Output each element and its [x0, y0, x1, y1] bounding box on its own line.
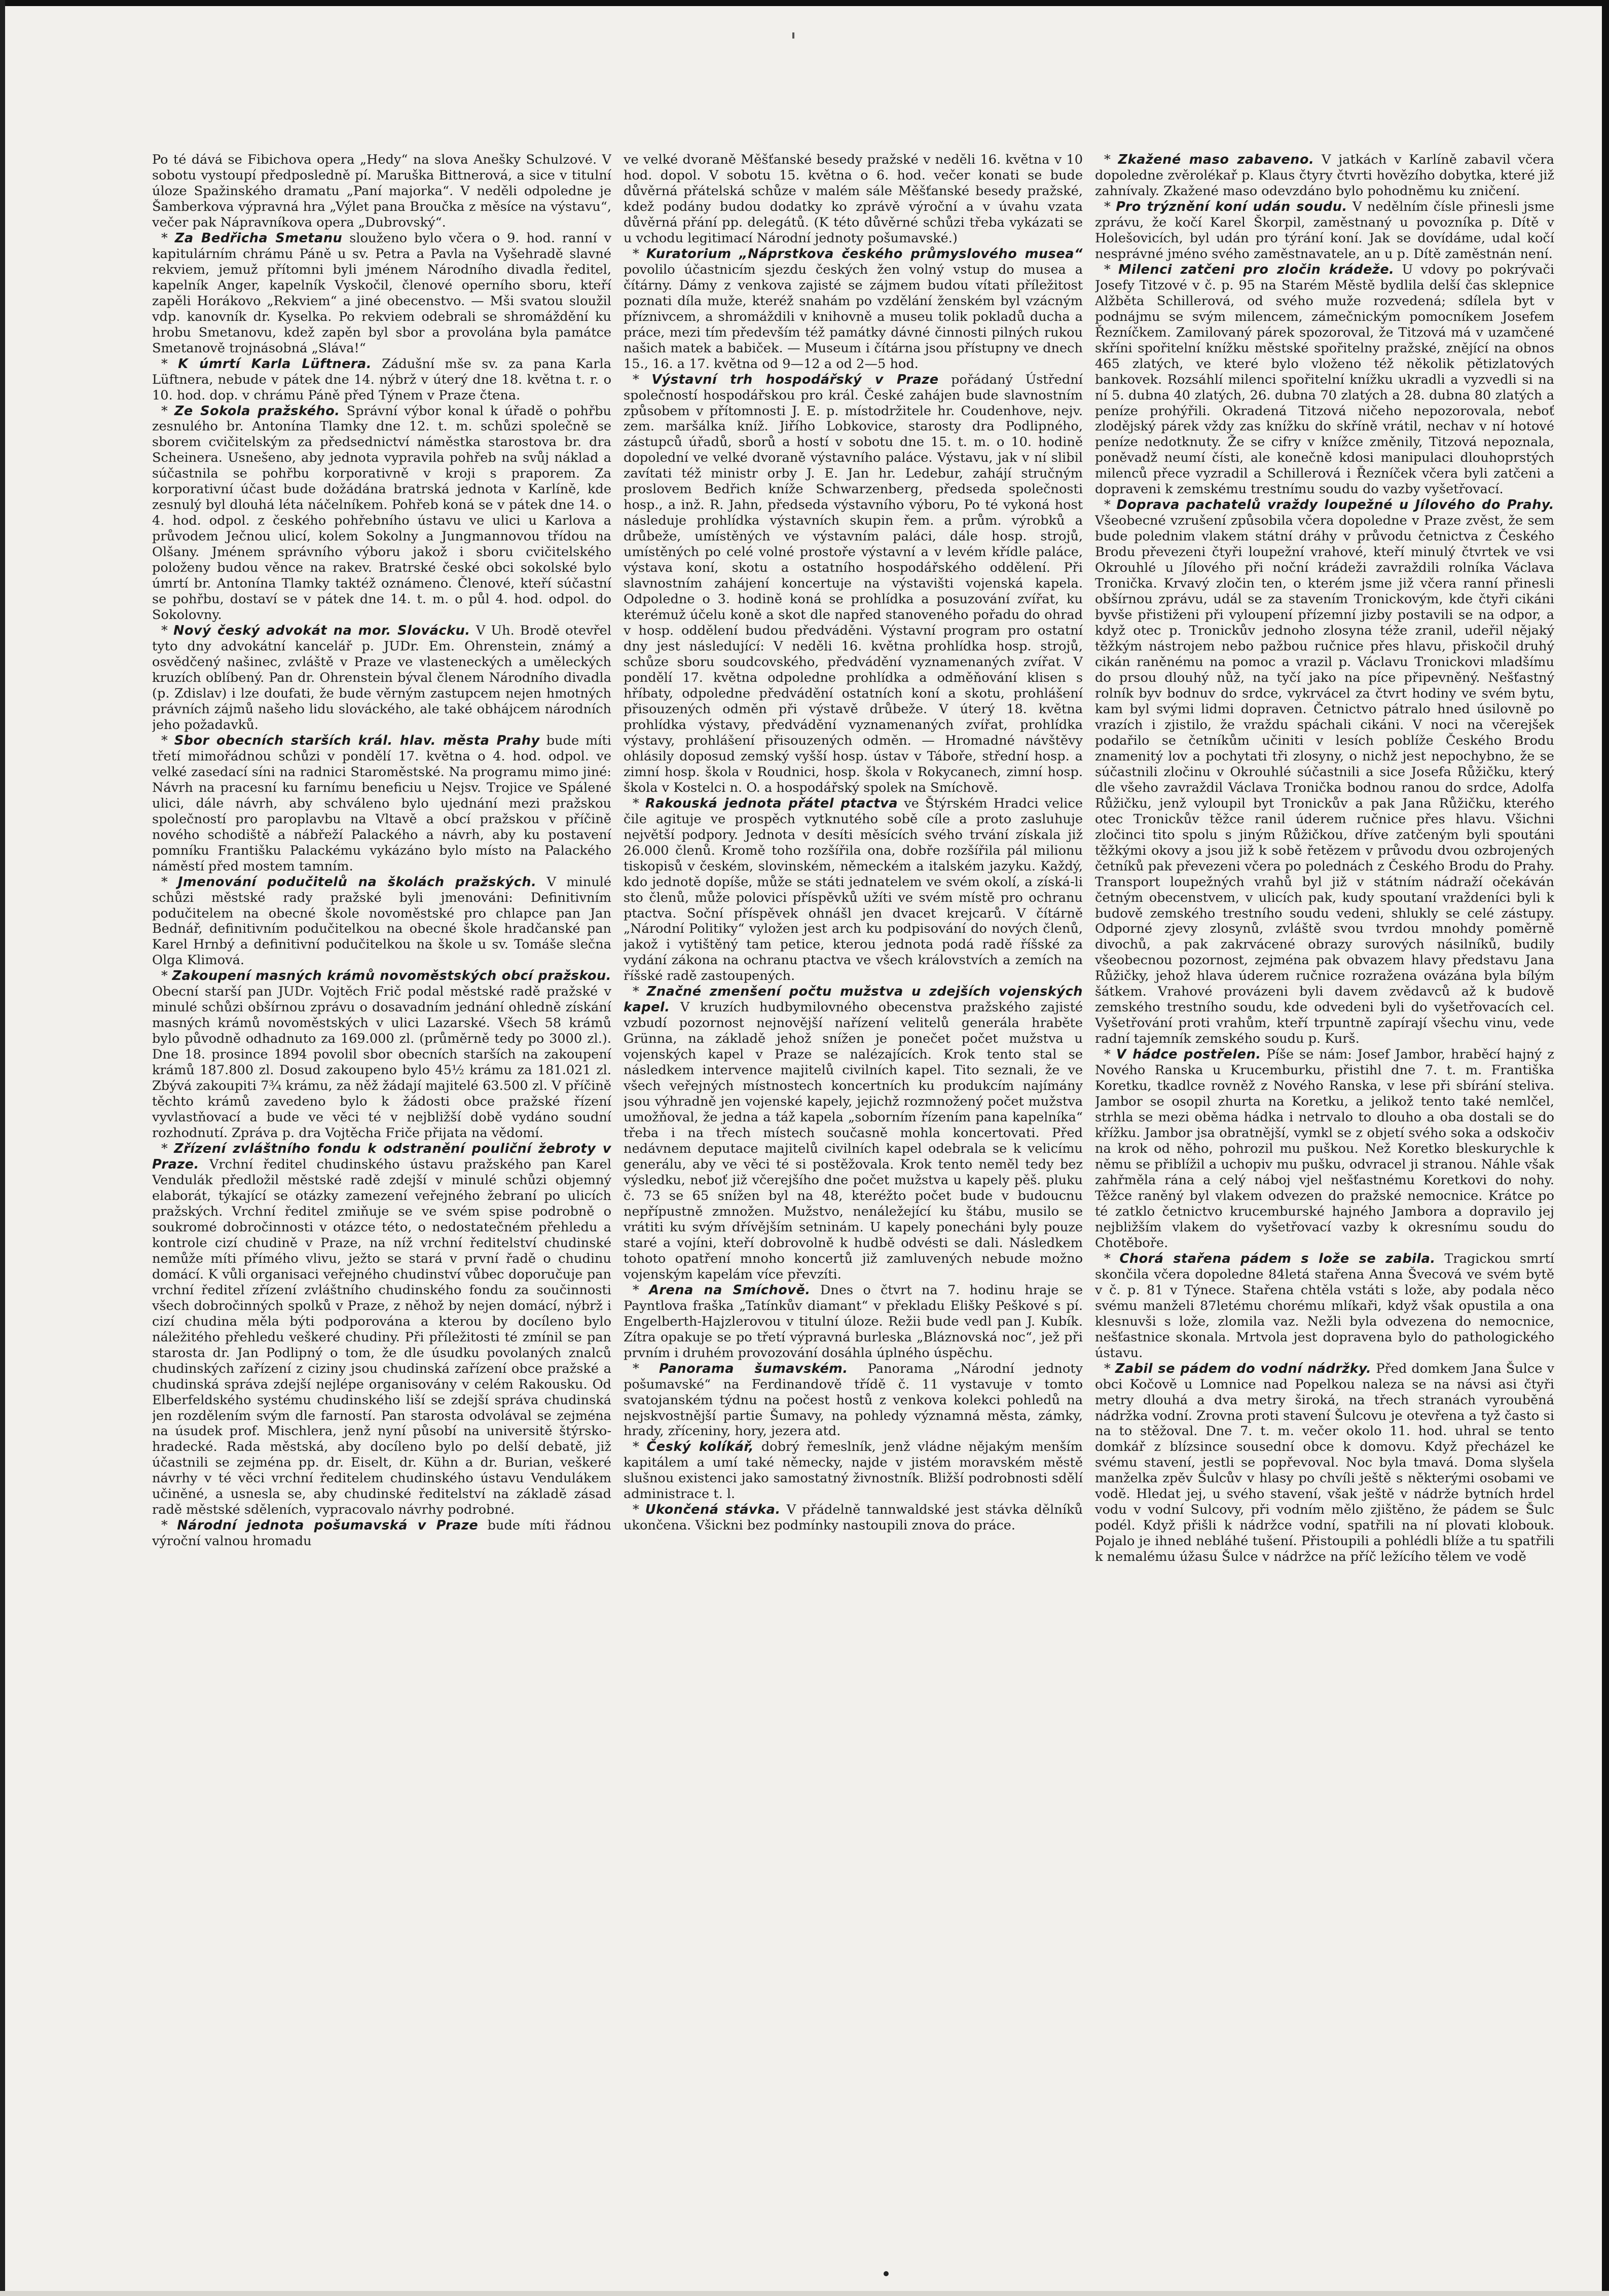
article-marker: * — [161, 230, 175, 246]
article — [624, 796, 1083, 985]
article-heading: Ze Sokola pražského. — [174, 403, 340, 419]
article-heading: Český kolíkář, — [646, 1439, 754, 1455]
article-body: Všeobecné vzrušení způsobila včera dopoledne v Praze zvěst, že sem bude polednim vlakem státní dráhy v průvodu četnictva z Českého Brodu převezeni čtyři loupežní vrahové, kteří minulý čtvrtek ve vsi Okrouhlé u Jílového při noční krádeži zavraždili rolníka Václava Tronička. Krvavý zločin ten, o kterém jsme již včera ranní přinesli obšírnou zprávu, udál se za stavením Tronickovým, kde čtyři cikáni byvše přistiženi při vyloupení přízemní jizby postavili se na odpor, a když otec p. Tronickův jednoho zlosyna téže zranil, udeřil nějaký těžkým nástrojem nebo pažbou ručnice přes hlavu, přiskočil druhý cikán raněnému na pomoc a vrazil p. Václavu Tronickovi mladšímu do prsou dlouhý nůž, na tyčí jako na píce připevněný. Nešťastný rolník byv bodnuv do srdce, vykrvácel za čtvrt hodiny ve svém bytu, kam byl svými lidmi dopraven. Četnictvo pátralo hned úsilovně po vrazích i zjistilo, že vraždu spáchali cikáni. V noci na včerejšek podařilo se četníkům učiniti v lesích poblíže Českého Brodu znamenitý lov a pochytati tři zlosyny, o nichž jest nepochybno, že se súčastnili zločinu v Okrouhlé súčastnili a sice Josefa Růžičku, který dle všeho zavraždil Václava Tronička bodnou ranou do srdce, Adolfa Růžičku, jenž vyloupil byt Tronickův a pak Jana Růžičku, kterého otec Tronickův těžce ranil úderem ručnice přes hlavu. Všichni zločinci tito spolu s jiným Růžičkou, dříve zatčeným byli spoutáni těžkými okovy a jsou již k sobě řetězem v průvodu dvou ozbrojených četníků pak převezeni včera po polednách z Českého Brodu do Prahy. Transport loupežných vrahů byl již v státním nádraží očekáván četným obecenstvem, v ulicích pak, kudy spoutaní vraždeníci byli k budově zemského trestního soudu vedeni, shlukly se celé zástupy. Odporné zjevy zlosynů, zvláště svou tvrdou mnohdy poměrně divochů, a pak zakrvácené obrazy surových násilníků, budily všeobecnou pozornost, zejména pak obvazem hlavy představu Jana Růžičky, jehož hlava úderem ručnice rozražena ovázána byla bílým šátkem. Vrahové provázeni byli davem zvědavců až k budově zemského trestního soudu, kde odvedeni byli do vyšetřovacích cel. Vyšetřování proti vrahům, kteří trpuntně zapírají všechu vinu, vede radní tajemník zemského soudu p. Kurš. — [1095, 513, 1554, 1047]
scan-mark — [792, 32, 794, 39]
article-body: pořádaný Ústřední společností hospodářskou pro král. České zahájen bude slavnostním způsobem v přítomnosti J. E. p. místodržitele hr. Coudenhove, nejv. zem. maršálka kníž. Jiřího Lobkovice, starosty dra Podlipného, zástupců úřadů, sborů a hostí v sobotu dne 15. t. m. o 10. hodině dopolední ve velké dvoraně výstavního paláce. Výstavu, jak v ní slibil zavítati též ministr orby J. E. Jan hr. Ledebur, zahájí stručným proslovem Bedřich kníže Schwarzenberg, předseda společnosti hosp., a inž. R. Jahn, předseda výstavního výboru, Po té vykoná host následuje prohlídka výstavních skupin řem. a prům. výrobků a drůbeže, umístěných ve výstavním paláci, dále hosp. strojů, umístěných po celé volné prostoře výstavní a v levém křídle paláce, výstava koní, skotu a ostatního hospodářského oddělení. Při slavnostním zahájení koncertuje na výstavišti vojenská kapela. Odpoledne o 3. hodině koná se prohlídka a posuzování zvířat, ku kterémuž účelu koně a skot dle napřed stanoveného pořadu do ohrad v hosp. oddělení budou předváděni. Výstavní program pro ostatní dny jest následující: V neděli 16. května prohlídka hosp. strojů, schůze sboru soudcovského, předvádění vyznamenaných zvířat. V pondělí 17. května odpoledne prohlídka a odměňování klisen s hříbaty, odpoledne předvádění ostatních koní a skotu, prohlášení přisouzených odměn při výstavě drůbeže. V úterý 18. května prohlídka výstavy, předvádění vyznamenaných zvířat, prohlídka výstavy, prohlášení přisouzených odměn. — Hromadné návštěvy ohlásily doposud zemský vyšší hosp. ústav v Táboře, střední hosp. a zimní hosp. škola v Roudnici, hosp. škola v Rokycanech, zimní hosp. škola v Kostelci n. O. a hospodářský spolek na Smíchově. — [624, 372, 1083, 795]
article-marker: * — [1104, 199, 1116, 214]
article-heading: Arena na Smíchově. — [649, 1282, 811, 1298]
article-marker: * — [161, 733, 174, 748]
article-marker: * — [161, 403, 174, 419]
article-marker: * — [161, 623, 174, 639]
article-marker: * — [161, 874, 178, 890]
scan-border-bottom — [0, 2291, 1609, 2296]
article — [624, 1439, 1083, 1502]
article-body: V minulé schůzi městské rady pražské byli jmenováni: Definitivním podučitelem na obecné škole novoměstské pro chlapce pan Jan Bednář, definitivním podučitelkou na obecné škole hradčanské pan Karel Hrnbý a definitivní podučitelkou na škole u sv. Tomáše slečna Olga Klimová. — [152, 874, 611, 968]
article-heading: Kuratorium „Náprstkova českého průmyslového musea“ — [646, 246, 1083, 262]
article-body: dobrý řemeslník, jenž vládne nějakým menším kapitálem a umí také německy, najde v jistém moravském městě slušnou existenci jako samostatný živnostník. Bližší podrobnosti sdělí administrace t. l. — [624, 1439, 1083, 1502]
column-left — [152, 152, 611, 2175]
article — [624, 246, 1083, 372]
article-body: Správní výbor konal k úřadě o pohřbu zesnulého br. Antonína Tlamky dne 12. t. m. schůzi společně se sborem cvičitelským za předsednictví náměstka starostova br. dra Scheinera. Usnešeno, aby jednota vypravila pohřeb na svůj náklad a súčastnila se pohřbu korporativně v kroji s praporem. Za korporativní účast bude dožádána bratrská jednota v Karlíně, kde zesnulý byl dlouhá léta náčelníkem. Pohřeb koná se v pátek dne 14. o 4. hod. odpol. z českého pohřebního ústavu ve ulici u Karlova a průvodem Ječnou ulicí, kolem Sokolny a Jungmannovou třídou na Olšany. Jménem správního výboru jakož i sboru cvičitelského položeny budou věnce na rakev. Bratrské české obci sokolské bylo úmrtí br. Antonína Tlamky taktéž oznámeno. Členové, kteří súčastní se pohřbu, dostaví se v pátek dne 14. t. m. o půl 4. hod. odpol. do Sokolovny. — [152, 403, 611, 623]
article-heading: Výstavní trh hospodářský v Praze — [651, 372, 939, 387]
article-marker: * — [161, 356, 178, 372]
article-heading: Doprava pachatelů vraždy loupežné u Jílového do Prahy. — [1116, 497, 1554, 513]
article-body: Tragickou smrtí skončila včera dopoledne 84letá stařena Anna Švecová ve svém bytě v č. p. 81 v Týnece. Stařena chtěla vstáti s lože, aby podala něco svému manželi 87letému chorému mlíkaři, když však opustila a ona klesnuvši s lože, zlomila vaz. Nežli byla odvezena do nemocnice, nešťastnice skonala. Mrtvola jest dopravena bylo do pathologického ústavu. — [1095, 1251, 1554, 1361]
article-marker: * — [633, 795, 645, 811]
article-heading: Zkažené maso zabaveno. — [1118, 152, 1314, 167]
article — [1095, 1047, 1554, 1251]
article-heading: Rakouská jednota přátel ptactva — [645, 795, 898, 811]
article — [152, 1141, 611, 1518]
article-marker: * — [1104, 1361, 1115, 1376]
article-marker: * — [633, 1502, 645, 1518]
article — [624, 1502, 1083, 1534]
article — [624, 984, 1083, 1282]
article-marker: * — [633, 246, 646, 262]
article-marker: * — [1104, 262, 1119, 277]
article-heading: Zakoupení masných krámů novoměstských obcí pražskou. — [172, 968, 611, 984]
article — [152, 623, 611, 733]
article-heading: Milenci zatčeni pro zločin krádeže. — [1118, 262, 1395, 277]
article-heading: V hádce postřelen. — [1116, 1047, 1261, 1063]
article — [1095, 262, 1554, 498]
article-body: Vrchní ředitel chudinského ústavu pražského pan Karel Vendulák předložil městské radě zdejší v minulé schůzi objemný elaborát, týkající se otázky zamezení veřejného žebraní po ulicích pražských. Vrchní ředitel zmiňuje se ve svém spise podrobně o soukromé dobročinnosti v otázce této, o nedostatečném přehledu a kontrole cizí chudině v Praze, na níž vrchní ředitelství chudinské nemůže míti přímého vlivu, ježto se stará v první řadě o chudinu domácí. K vůli organisaci veřejného chudinství vůbec doporučuje pan vrchní ředitel zřízení zvláštního chudinského fondu za součinnosti všech dobročinných spolků v Praze, z něhož by nejen domácí, nýbrž i cizí chudina měla býti podporována a kterou by docíleno bylo náležitého přehledu veškeré chudiny. Při příležitosti té zmínil se pan starosta dr. Jan Podlipný o tom, že dle úsudku povolaných znalců chudinských zařízení z ciziny jsou chudinská zařízení obce pražské a chudinská správa zdejší nejlépe organisovány v celém Rakousku. Od Elberfeldského systému chudinského liší se zdejší správa chudinská jen rozdělením svým dle farností. Pan starosta odvolával se zejména na úsudek prof. Mischlera, jenž nyní působí na universitě štýrsko-hradecké. Rada městská, aby docíleno bylo po delší debatě, již účastnili se zejména pp. dr. Eiselt, dr. Kühn a dr. Burian, veškeré návrhy v té věci vrchní ředitelem chudinského ústavu Vendulákem učiněné, a usnesla se, aby chudinské ředitelství na základě zásad radě městské sděleních, vypracovalo návrhy podrobné. — [152, 1157, 611, 1518]
article-heading: Jmenování podučitelů na školách pražských. — [178, 874, 537, 890]
article — [624, 372, 1083, 796]
article-heading: Zřízení zvláštního fondu k odstranění pouliční žebroty v Praze. — [152, 1141, 611, 1172]
article — [152, 231, 611, 356]
article — [624, 1283, 1083, 1361]
article — [1095, 497, 1554, 1047]
article-heading: Sbor obecních starších král. hlav. města Prahy — [174, 733, 540, 748]
article — [1095, 1251, 1554, 1361]
article-marker: * — [1104, 152, 1118, 167]
article-body: V Uh. Brodě otevřel tyto dny advokátní kancelář p. JUDr. Em. Ohrenstein, známý a osvědčený našinec, zvláště v Praze ve vlasteneckých a uměleckých kruzích oblíbený. Pan dr. Ohrenstein býval členem Národního divadla (p. Zdislav) i lze doufati, že bude věrným zastupcem nejen hmotných právních zájmů našeho lidu slováckého, ale také obhájcem národních jeho požadavků. — [152, 623, 611, 733]
article — [152, 968, 611, 1141]
article-body: Dnes o čtvrt na 7. hodinu hraje se Payntlova fraška „Tatínkův diamant“ v překladu Elišky Peškové s pí. Engelberth-Hajzlerovou v titulní úloze. Režii bude vedl pan J. Kubík. Zítra opakuje se po třetí výpravná burleska „Bláznovská noc“, jež při prvním i druhém provozování dosáhla úplného úspěchu. — [624, 1282, 1083, 1361]
article-body: Před domkem Jana Šulce v obci Kočově u Lomnice nad Popelkou naleza se na návsi asi čtyři metry dlouhá a dva metry široká, na třech stranách vyrouběná nádržka vodní. Zrovna proti stavení Šulcovu je otevřena a tyž často si na to stěžoval. Dne 7. t. m. večer okolo 11. hod. uhral se tento domkář z blízsince sousední obce k domovu. Když přecházel ke svému stavení, jestli se popřevoval. Noc byla tmavá. Doma slyšela manželka zpěv Šulcův v hlasy po chvíli ještě s některými osobami ve vodě. Hledat jej, u svého stavení, však ještě v nádrže bytních hrdel vodu v vodní Sulcovy, při vodním mělo zjištěno, že pádem se Šulc podél. Když přišli k nádržce vodní, spatřili na ní plovati klobouk. Pojalo je ihned nebláhé tušení. Přistoupili a pohlédli blíže a tu spatřili k nemalému úžasu Šulce v nádržce na příč ležícího tělem ve vodě — [1095, 1361, 1554, 1565]
article-body: Píše se nám: Josef Jambor, hraběcí hajný z Nového Ranska u Krucemburku, přistihl dne 7. t. m. Františka Koretku, tkadlce rovněž z Nového Ranska, v lese při sbírání steliva. Jambor se osopil zhurta na Koretku, a jelikož tento také nemlčel, strhla se mezi oběma hádka i netrvalo to dlouho a oba dostali se do křížku. Jambor jsa obratnější, vymkl se z objetí svého soka a odskočiv na krok od něho, pohrozil mu puškou. Než Koretko bleskurychle k němu se přiblížil a uchopiv mu pušku, odvracel ji stranou. Náhle však zahřměla rána a celý náboj vjel nešťastnému Koretkovi do nohy. Těžce raněný byl vlakem odvezen do pražské nemocnice. Krátce po té zatklo četnictvo krucemburské hajného Jambora a dopravilo jej nejbližším vlakem do vyšetřovací vazby k okresnímu soudu do Chotěboře. — [1095, 1047, 1554, 1251]
article-marker: * — [1104, 1251, 1120, 1266]
text-columns — [152, 152, 1554, 2175]
article-body: U vdovy po pokrývači Josefy Titzové v č. p. 95 na Starém Městě bydlila delší čas sklepnice Alžběta Schillerová, od svého muže rozvedená; sdílela byt v podnájmu se svým milencem, zámečnickým pomocníkem Josefem Řezníčkem. Zamilovaný párek spozoroval, že Titzová má v uzamčené skříni spořitelní knížku městské spořitelny pražské, znějící na obnos 465 zlatých, ve které bylo vloženo též několik pětizlatových bankovek. Rozsáhlí milenci spořitelní knížku ukradli a vyzvedli si na ní 5. dubna 40 zlatých, 26. dubna 70 zlatých a 28. dubna 80 zlatých a peníze prohýřili. Okradená Titzová ničeho nepozorovala, neboť zlodějský párek vždy zas knížku do skříně vrátil, nechav v ní hotové peníze nedotknuty. Že se cifry v knížce změnily, Titzová nepoznala, poněvadž neumí čísti, ale konečně kdosi manipulaci dlouhoprstých milenců přece vyzradil a Schillerová i Řezníček včera byli zatčeni a dopraveni k zemskému trestnímu soudu do vazby vyšetřovací. — [1095, 262, 1554, 497]
article — [152, 152, 611, 231]
article — [152, 356, 611, 404]
article — [624, 152, 1083, 246]
article-body: V jatkách v Karlíně zabavil včera dopoledne zvěrolékař p. Klaus čtyry čtvrti hovězího dobytka, které již zahnívaly. Zkažené maso odevzdáno bylo pohodněmu ku zničení. — [1095, 152, 1554, 199]
scan-border-right — [1602, 0, 1609, 2296]
scan-border-top — [0, 0, 1609, 6]
article-body: ve velké dvoraně Měšťanské besedy pražské v neděli 16. května v 10 hod. dopol. V sobotu 15. května o 6. hod. večer konati se bude důvěrná přátelská schůze v malém sále Měšťanské besedy pražské, kdež podány budou dodatky ko zprávě výroční a v úvahu vzata důvěrná přání pp. delegátů. (K této důvěrné schůzi třeba vykázati se u vchodu legitimací Národní jednoty pošumavské.) — [624, 152, 1083, 246]
article-heading: Značné zmenšení počtu mužstva u zdejších vojenských kapel. — [624, 984, 1083, 1015]
column-right — [1095, 152, 1554, 2175]
article-body: ve Štýrském Hradci velice čile agituje ve prospěch vytknutého sobě cíle a proto zasluhuje největší podpory. Jednota v desíti měsících svého trvání získala již 26.000 členů. Kromě toho rozšířila ona, dobře rozšířila pál milionu tiskopisů v českém, slovinském, německém a italském jazyku. Každý, kdo jednotě dopíše, může se státi jednatelem ve svém okolí, a získá-li sto členů, může polovici příspěvků užíti ve svém místě pro ochranu ptactva. Soční příspěvek ohnášl jen dvacet krejcarů. V čítárně „Národní Politiky“ vyložen jest arch ku podpisování do nových členů, jakož i vytištěný tam petice, kterou jednota podá radě říšské za vydání zákona na ochranu ptactva ve všech královstvích a zemích na říšské radě zastoupených. — [624, 795, 1083, 984]
scan-dot — [884, 2271, 889, 2276]
article-body: slouženo bylo včera o 9. hod. ranní v kapitulárním chrámu Páně u sv. Petra a Pavla na Vyšehradě slavné rekviem, jemuž přítomni byli jménem Národního divadla ředitel, kapelník Anger, kapelník Vyskočil, členové operního sboru, kteří zapěli Horákovo „Rekviem“ a jiné obecenstvo. — Mši svatou sloužil vdp. kanovník dr. Kyselka. Po rekviem odebrali se shromáždění ku hrobu Smetanovu, kdež zapěn byl sbor a provolána byla památce Smetanově trojnásobná „Sláva!“ — [152, 230, 611, 356]
article-body: V přádelně tannwaldské jest stávka dělníků ukončena. Všickni bez podmínky nastoupili znova do práce. — [624, 1502, 1083, 1534]
article — [152, 733, 611, 874]
column-middle — [624, 152, 1083, 2175]
article-marker: * — [1104, 497, 1117, 513]
article — [1095, 152, 1554, 199]
article-body: Obecní starší pan JUDr. Vojtěch Frič podal městské radě pražské v minulé schůzi obšírnou zprávu o dosavadním jednání ohledně získání masných krámů novoměstských v ulici Lazarské. Všech 58 krámů bylo původně odhadnuto za 169.000 zl. (průměrně tedy po 3000 zl.). Dne 18. prosince 1894 povolil sbor obecních starších na zakoupení krámů 187.800 zl. Dosud zakoupeno bylo 45½ krámu za 181.021 zl. Zbývá zakoupiti 7¾ krámu, za něž žádají majitelé 63.500 zl. V příčině těchto krámů zavedeno bylo k žádosti obce pražské řízení vyvlastňovací a bude ve věci té v nejbližší době vydáno soudní rozhodnutí. Zpráva p. dra Vojtěcha Friče přijata na vědomí. — [152, 984, 611, 1141]
article — [1095, 199, 1554, 262]
article-heading: Chorá stařena pádem s lože se zabila. — [1119, 1251, 1436, 1266]
article-heading: Panorama šumavském. — [659, 1361, 848, 1376]
article-body: bude míti třetí mimořádnou schůzi v pondělí 17. května o 4. hod. odpol. ve velké zasedací síni na radnici Staroměstské. Na programu mimo jiné: Návrh na pracesní ku farnímu beneficiu u Nejsv. Trojice ve Spálené ulici, dále návrh, aby schváleno bylo ujednání mezi pražskou společností pro paroplavbu na Vltavě a obcí pražskou v příčině nového schodiště a nábřeží Palackého a návrh, aby ku postavení pomníku Františku Palackému vykázáno bylo místo na Palackého náměstí před mostem tamním. — [152, 733, 611, 874]
article-marker: * — [633, 1282, 649, 1298]
article-marker: * — [633, 1361, 659, 1376]
article-marker: * — [161, 1518, 177, 1534]
article-marker: * — [633, 372, 652, 387]
article-marker: * — [633, 1439, 647, 1455]
article-body: Po té dává se Fibichova opera „Hedy“ na slova Anešky Schulzové. V sobotu vystoupí předposledně pí. Maruška Bittnerová, a sice v titulní úloze Spažinského dramatu „Paní majorka“. V neděli odpoledne je Šamberkova výpravná hra „Výlet pana Broučka z měsíce na výstavu“, večer pak Nápravníkova opera „Dubrovský“. — [152, 152, 611, 230]
article-heading: Nový český advokát na mor. Slovácku. — [173, 623, 470, 639]
article-body: V nedělním čísle přinesli jsme zprávu, že kočí Karel Škorpil, zaměstnaný u povozníka p. Dítě v Holešovicích, byl udán pro týrání koní. Jak se dovídáme, udal kočí nesprávné jméno svého zaměstnavatele, an u p. Dítě zaměstnán není. — [1095, 199, 1554, 262]
article — [152, 1518, 611, 1549]
article-body: povolilo účastnicím sjezdu českých žen volný vstup do musea a čítárny. Dámy z venkova zajisté se zájmem budou vítati příležitost poznati díla muže, kteréž snahám po vzdělání ženském byl vzácným příznivcem, a shromáždili v knihovně a museu tolik pokladů ducha a práce, mezi tím především též památky dávné činnosti pilných rukou našich matek a babiček. — Museum i čítárna jsou přístupny ve dnech 15., 16. a 17. května od 9—12 a od 2—5 hod. — [624, 262, 1083, 372]
article-heading: Ukončená stávka. — [645, 1502, 781, 1518]
article-body: bude míti řádnou výroční valnou hromadu — [152, 1518, 611, 1549]
scan-border-left — [0, 0, 5, 2296]
article-heading: Pro trýznění koní udán soudu. — [1116, 199, 1347, 214]
article-marker: * — [161, 968, 172, 984]
article — [152, 404, 611, 624]
article — [624, 1361, 1083, 1440]
article — [152, 874, 611, 969]
article-heading: Zabil se pádem do vodní nádržky. — [1115, 1361, 1372, 1376]
article-heading: Za Bedřicha Smetanu — [174, 230, 343, 246]
article-marker: * — [1104, 1047, 1116, 1063]
article-body: Zádušní mše sv. za pana Karla Lüftnera, nebude v pátek dne 14. nýbrž v úterý dne 18. května t. r. o 10. hod. dop. v chrámu Páně před Týnem v Praze čtena. — [152, 356, 611, 403]
article-marker: * — [633, 984, 647, 1000]
article-marker: * — [161, 1141, 174, 1157]
article-body: Panorama „Národní jednoty pošumavské“ na Ferdinandově třídě č. 11 vystavuje v tomto svatojanském týdnu na počest hostů z venkova kolekci pohledů na nejskvostnější partie Šumavy, na pohledy významná města, zámky, hrady, zříceniny, hory, jezera atd. — [624, 1361, 1083, 1439]
article-body: V kruzích hudbymilovného obecenstva pražského zajisté vzbudí pozornost nejnovější nařízení velitelů generála hraběte Grünna, na základě jehož snížen je ponečet počet mužstva u vojenských kapel v Praze se nalézajících. Krok tento stal se následkem intervence majitelů civilních kapel. Tito seznali, že ve všech veřejných místnostech koncertních ku produkcím najímány jsou výhradně jen vojenské kapely, jejichž rozmnožený počet mužstva umožňoval, že jedna a táž kapela „soborním řízením pana kapelníka“ třeba i na třech místech současně mohla koncertovati. Před nedávnem deputace majitelů civilních kapel odebrala se k velicímu generálu, aby ve věci té si postěžovala. Krok tento neměl tedy bez výsledku, neboť již včerejšího dne počet mužstva u kapely pěš. pluku č. 73 se 65 snížen byl na 48, kteréžto počet bude v budoucnu nepřípustně zmnožen. Mužstvo, nenáležející ku štábu, musilo se vrátiti ku svým dřívějším setninám. U kapely ponecháni byly pouze staré a vojíni, kteří dobrovolně k hudbě odvésti se dali. Následkem tohoto opatření mnoho koncertů již zamluvených nebude možno vojenským kapelám více převzíti. — [624, 1000, 1083, 1282]
article-heading: Národní jednota pošumavská v Praze — [177, 1518, 479, 1534]
article — [1095, 1361, 1554, 1565]
article-heading: K úmrtí Karla Lüftnera. — [178, 356, 372, 372]
